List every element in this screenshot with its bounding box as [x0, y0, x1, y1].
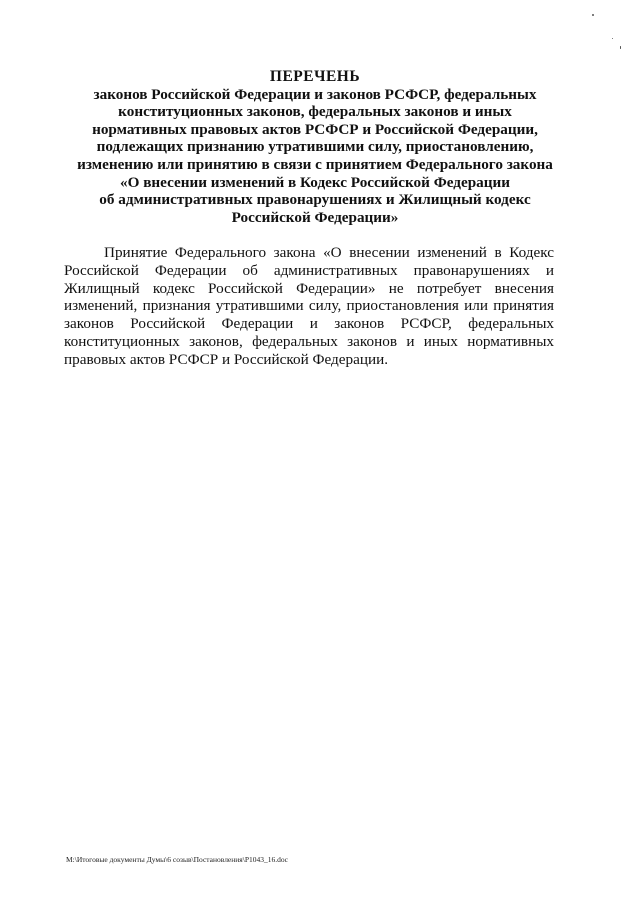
subtitle-line: изменению или принятию в связи с принятием Федерального закона: [77, 155, 553, 173]
body-paragraph: [64, 244, 554, 369]
subtitle-line: «О внесении изменений в Кодекс Российской Федерации: [119, 173, 511, 191]
document-title: ПЕРЕЧЕНЬ: [269, 68, 361, 85]
body-line: правовых актов РСФСР и Российской Федерации.: [64, 350, 389, 368]
body-line: Принятие Федерального закона «О внесении изменений в Кодекс: [104, 244, 554, 261]
scan-speck: [612, 38, 613, 39]
subtitle-line: нормативных правовых актов РСФСР и Российской Федерации,: [92, 120, 538, 138]
document-heading: [60, 68, 570, 226]
scan-speck: [592, 14, 594, 16]
scan-speck: [620, 46, 621, 49]
subtitle-line: об административных правонарушениях и Жилищный кодекс: [99, 191, 531, 209]
body-line: Российской Федерации об административных правонарушениях и: [64, 261, 554, 279]
subtitle-line: конституционных законов, федеральных законов и иных: [118, 103, 512, 121]
subtitle-line: Российской Федерации»: [231, 208, 399, 226]
subtitle-line: законов Российской Федерации и законов РСФСР, федеральных: [93, 85, 537, 103]
subtitle-line: подлежащих признанию утратившими силу, приостановлению,: [96, 138, 534, 156]
footer-file-path: M:\Итоговые документы Думы\6 созыв\Постановления\P1043_16.doc: [66, 855, 288, 864]
body-line: законов Российской Федерации и законов РСФСР, федеральных: [64, 315, 554, 333]
body-line: Жилищный кодекс Российской Федерации» не потребует внесения: [64, 279, 554, 297]
body-line: изменений, признания утратившими силу, приостановления или принятия: [64, 297, 554, 315]
body-line: конституционных законов, федеральных законов и иных нормативных: [64, 332, 554, 350]
